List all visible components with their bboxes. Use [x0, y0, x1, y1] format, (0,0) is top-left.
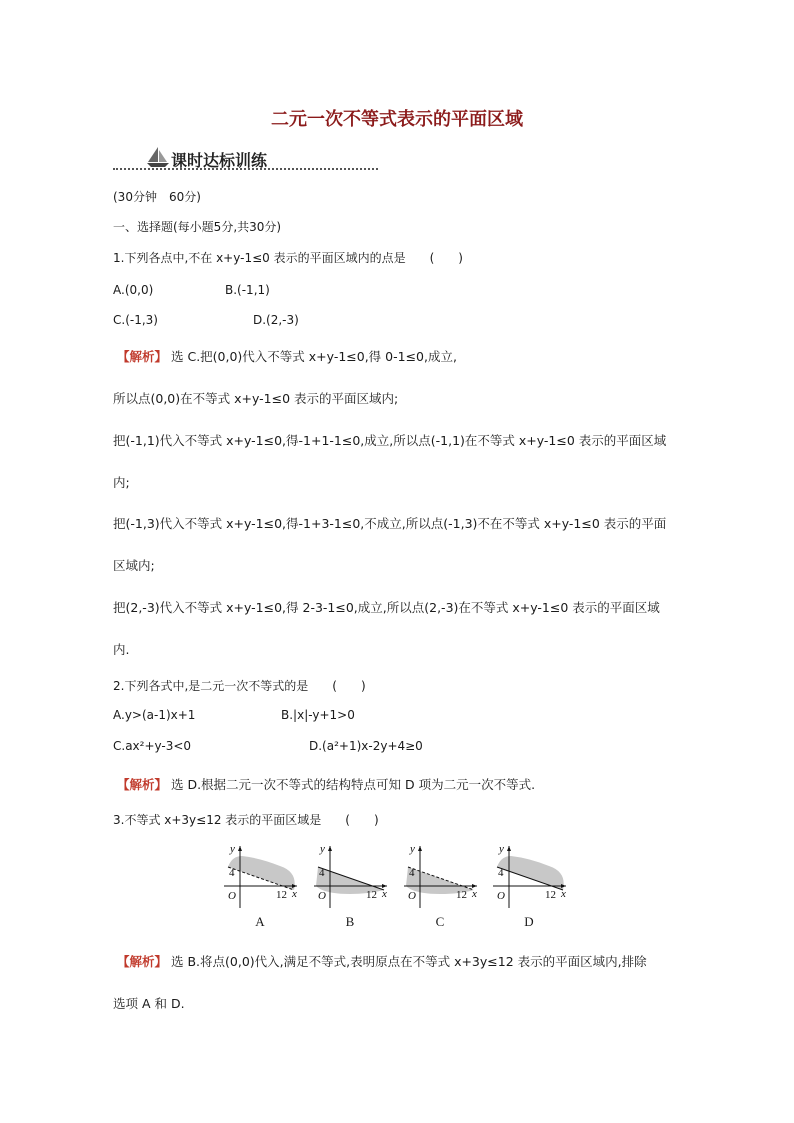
q1-option-d: D.(2,-3) — [253, 313, 299, 327]
q1-option-a: A.(0,0) — [113, 283, 154, 297]
shaded-region — [497, 856, 564, 890]
sailboat-icon — [145, 146, 171, 168]
graph-a — [220, 842, 300, 932]
dotted-divider — [113, 168, 378, 170]
q2-option-b: B.|x|-y+1>0 — [281, 708, 355, 722]
graph-b — [310, 842, 390, 932]
origin-label: O — [228, 890, 236, 902]
y-axis-arrow — [238, 846, 242, 851]
graph-b-label: B — [345, 914, 355, 929]
y-tick-label: 4 — [498, 867, 504, 879]
q1-analysis-line1 — [117, 347, 457, 365]
q1-option-b: B.(-1,1) — [225, 283, 270, 297]
q1-analysis-line7: 把(2,-3)代入不等式 x+y-1≤0,得 2-3-1≤0,成立,所以点(2,-3)在不等式 x+y-1≤0 表示的平面区域 — [113, 600, 660, 615]
q2-analysis-line1 — [117, 775, 535, 793]
graph-d — [489, 842, 569, 932]
q1-stem: 1.下列各点中,不在 x+y-1≤0 表示的平面区域内的点是 ( ) — [113, 251, 463, 265]
section-header — [113, 146, 378, 172]
q2-option-a: A.y>(a-1)x+1 — [113, 708, 196, 722]
q2-option-c: C.ax²+y-3<0 — [113, 739, 192, 753]
time-note: (30分钟 60分) — [113, 190, 201, 204]
y-axis-arrow — [328, 846, 332, 851]
q2-stem: 2.下列各式中,是二元一次不等式的是 ( ) — [113, 679, 366, 693]
graph-d-plot — [489, 842, 569, 914]
graph-d-label: D — [524, 914, 534, 929]
x-tick-label: 12 — [276, 889, 287, 901]
y-axis-label: y — [499, 843, 504, 855]
q1-analysis-line8: 内. — [113, 642, 130, 657]
graph-b-plot — [310, 842, 390, 914]
x-axis-label: x — [561, 888, 566, 900]
x-axis-label: x — [382, 888, 387, 900]
analysis-tag: 【解析】 — [117, 349, 168, 364]
graph-a-label: A — [255, 914, 265, 929]
q3-analysis-line2: 选项 A 和 D. — [113, 996, 185, 1011]
x-tick-label: 12 — [545, 889, 556, 901]
q3-analysis-line1 — [117, 952, 647, 970]
graph-c-label: C — [435, 914, 445, 929]
shaded-region — [228, 856, 295, 890]
x-tick-label: 12 — [366, 889, 377, 901]
section-label: 课时达标训练 — [171, 151, 268, 170]
y-tick-label: 4 — [229, 867, 235, 879]
q1-option-c: C.(-1,3) — [113, 313, 158, 327]
y-axis-label: y — [320, 843, 325, 855]
y-tick-label: 4 — [319, 867, 325, 879]
analysis-text: 选 D.根据二元一次不等式的结构特点可知 D 项为二元一次不等式. — [167, 777, 536, 792]
analysis-text: 选 B.将点(0,0)代入,满足不等式,表明原点在不等式 x+3y≤12 表示的平面区域内,排除 — [167, 954, 647, 969]
analysis-text: 选 C.把(0,0)代入不等式 x+y-1≤0,得 0-1≤0,成立, — [167, 349, 457, 364]
graph-c — [400, 842, 480, 932]
x-axis-label: x — [472, 888, 477, 900]
origin-label: O — [318, 890, 326, 902]
analysis-tag: 【解析】 — [117, 777, 168, 792]
q3-stem: 3.不等式 x+3y≤12 表示的平面区域是 ( ) — [113, 813, 379, 827]
x-tick-label: 12 — [456, 889, 467, 901]
q2-option-d: D.(a²+1)x-2y+4≥0 — [309, 739, 423, 753]
origin-label: O — [497, 890, 505, 902]
q1-analysis-line2: 所以点(0,0)在不等式 x+y-1≤0 表示的平面区域内; — [113, 391, 399, 406]
x-axis-label: x — [292, 888, 297, 900]
analysis-tag: 【解析】 — [117, 954, 168, 969]
origin-label: O — [408, 890, 416, 902]
q1-analysis-line5: 把(-1,3)代入不等式 x+y-1≤0,得-1+3-1≤0,不成立,所以点(-1,3)不在不等式 x+y-1≤0 表示的平面 — [113, 516, 667, 531]
part-heading: 一、选择题(每小题5分,共30分) — [113, 220, 282, 234]
page-title: 二元一次不等式表示的平面区域 — [271, 109, 523, 130]
q1-analysis-line3: 把(-1,1)代入不等式 x+y-1≤0,得-1+1-1≤0,成立,所以点(-1,1)在不等式 x+y-1≤0 表示的平面区域 — [113, 433, 667, 448]
y-axis-arrow — [418, 846, 422, 851]
graph-c-plot — [400, 842, 480, 914]
q1-analysis-line4: 内; — [113, 475, 130, 490]
q1-analysis-line6: 区域内; — [113, 558, 155, 573]
y-tick-label: 4 — [409, 867, 415, 879]
y-axis-label: y — [410, 843, 415, 855]
graph-a-plot — [220, 842, 300, 914]
y-axis-label: y — [230, 843, 235, 855]
y-axis-arrow — [507, 846, 511, 851]
